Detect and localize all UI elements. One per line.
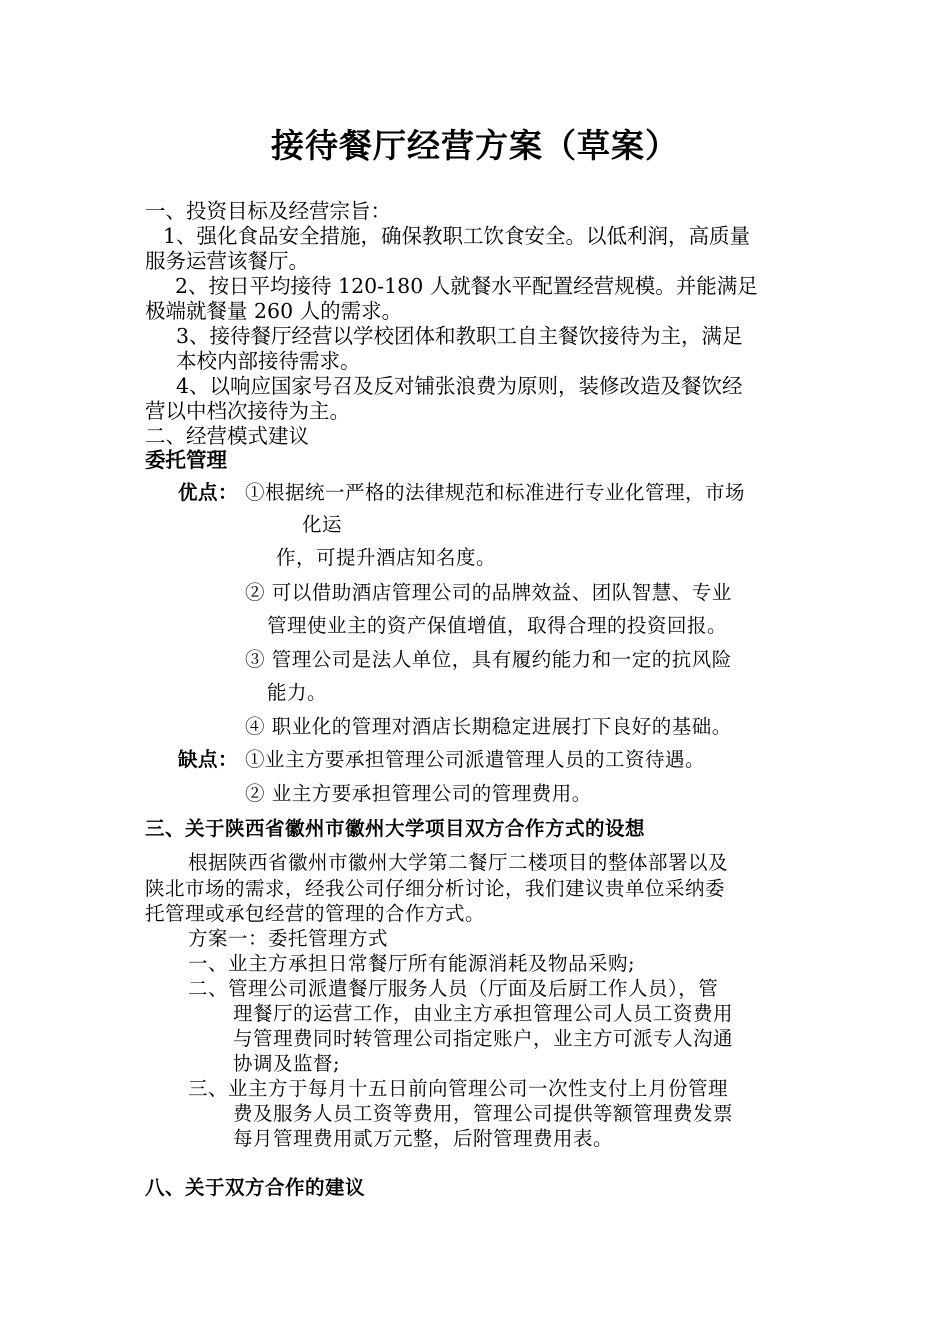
plan-item2-line3: 与管理费同时转管理公司指定账户，业主方可派专人沟通 — [233, 1027, 734, 1050]
plan-item2-line2: 理餐厅的运营工作，由业主方承担管理公司人员工资费用 — [233, 1002, 734, 1025]
s3-para-line1: 根据陕西省徽州市徽州大学第二餐厅二楼项目的整体部署以及 — [188, 851, 729, 874]
s1-item2-line1: 2、按日平均接待 120-180 人就餐水平配置经营规模。并能满足 — [175, 274, 758, 298]
plan-item1: 一、业主方承担日常餐厅所有能源消耗及物品采购; — [188, 952, 636, 975]
s3-para-line3: 托管理或承包经营的管理的合作方式。 — [145, 902, 486, 925]
plan-item2-line1: 二、管理公司派遣餐厅服务人员（厅面及后厨工作人员），管 — [188, 977, 719, 1000]
dis2: ② 业主方要承担管理公司的管理费用。 — [245, 782, 592, 805]
plan-title: 方案一：委托管理方式 — [188, 927, 389, 950]
advantages-label: 优点： — [178, 481, 239, 504]
adv2-line2: 管理使业主的资产保值增值，取得合理的投资回报。 — [267, 614, 728, 637]
section-8-heading: 八、关于双方合作的建议 — [145, 1176, 366, 1199]
adv2-line1: ② 可以借助酒店管理公司的品牌效益、团队智慧、专业 — [245, 581, 732, 604]
s1-item3-line1: 3、接待餐厅经营以学校团体和教职工自主餐饮接待为主，满足 — [176, 324, 743, 348]
disadvantages-label: 缺点： — [178, 748, 239, 771]
section-2-subheading: 委托管理 — [145, 448, 227, 472]
adv1-line3: 作，可提升酒店知名度。 — [276, 546, 497, 569]
plan-item3-line3: 每月管理费用贰万元整，后附管理费用表。 — [233, 1127, 614, 1150]
section-3-heading: 三、关于陕西省徽州市徽州大学项目双方合作方式的设想 — [145, 817, 646, 840]
section-1-heading: 一、投资目标及经营宗旨： — [145, 199, 391, 223]
page-title: 接待餐厅经营方案（草案） — [271, 126, 679, 165]
plan-item3-line1: 三、业主方于每月十五日前向管理公司一次性支付上月份管理 — [188, 1077, 729, 1100]
dis1: ①业主方要承担管理公司派遣管理人员的工资待遇。 — [245, 748, 706, 771]
s1-item1-line1: 1、强化食品安全措施，确保教职工饮食安全。以低利润，高质量 — [163, 224, 751, 248]
s1-item1-line2: 服务运营该餐厅。 — [145, 249, 309, 273]
adv1-line2: 化运 — [302, 513, 343, 536]
s3-para-line2: 陕北市场的需求，经我公司仔细分析讨论，我们建议贵单位采纳委 — [145, 877, 726, 900]
plan-item2-line4: 协调及监督; — [233, 1052, 341, 1075]
s1-item2-line2: 极端就餐量 260 人的需求。 — [145, 299, 403, 323]
s1-item4-line1: 4、以响应国家号召及反对铺张浪费为原则，装修改造及餐饮经 — [176, 374, 743, 398]
adv4: ④ 职业化的管理对酒店长期稳定进展打下良好的基础。 — [245, 715, 732, 738]
adv3-line1: ③ 管理公司是法人单位，具有履约能力和一定的抗风险 — [245, 648, 732, 671]
s1-item4-line2: 营以中档次接待为主。 — [145, 399, 350, 423]
adv3-line2: 能力。 — [267, 681, 328, 704]
adv1-line1: ①根据统一严格的法律规范和标准进行专业化管理，市场 — [245, 481, 746, 504]
section-2-heading: 二、经营模式建议 — [145, 424, 309, 448]
plan-item3-line2: 费及服务人员工资等费用，管理公司提供等额管理费发票 — [233, 1102, 734, 1125]
s1-item3-line2: 本校内部接待需求。 — [176, 349, 361, 373]
